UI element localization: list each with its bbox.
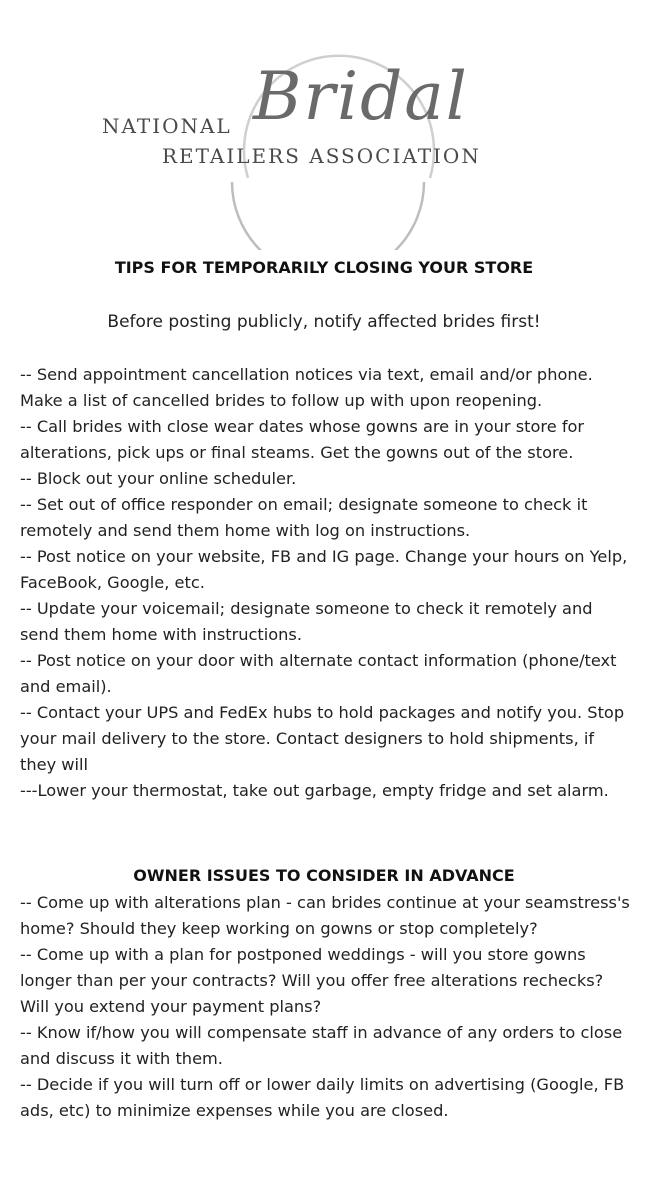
list-item: -- Send appointment cancellation notices via text, email and/or phone. Make a list of cancelled brides to follow up with upon reopening.: [20, 365, 593, 410]
list-item: -- Block out your online scheduler.: [20, 469, 297, 488]
logo-retailers-text: RETAILERS ASSOCIATION: [162, 144, 481, 168]
list-item: -- Come up with a plan for postponed weddings - will you store gowns longer than per your contracts? Will you offer free alterations rechecks? Will you extend your payment plans?: [20, 945, 604, 1016]
logo-bridal-script: Bridal: [253, 58, 469, 135]
list-item: -- Post notice on your door with alternate contact information (phone/text and email).: [20, 651, 617, 696]
owner-issues-list: [20, 890, 632, 1124]
section-title-owner-issues: OWNER ISSUES TO CONSIDER IN ADVANCE: [133, 866, 515, 885]
list-item: -- Come up with alterations plan - can brides continue at your seamstress's home? Should they keep working on gowns or stop completely?: [20, 893, 630, 938]
list-item: -- Decide if you will turn off or lower daily limits on advertising (Google, FB ads, etc) to minimize expenses while you are closed.: [20, 1075, 625, 1120]
association-logo: [0, 0, 648, 250]
list-item: -- Know if/how you will compensate staff in advance of any orders to close and discuss it with them.: [20, 1023, 623, 1068]
list-item: -- Contact your UPS and FedEx hubs to hold packages and notify you. Stop your mail delivery to the store. Contact designers to hold shipments, if they will: [20, 703, 625, 774]
list-item: -- Call brides with close wear dates whose gowns are in your store for alterations, pick ups or final steams. Get the gowns out of the store.: [20, 417, 585, 462]
closing-tips-list: [20, 362, 632, 804]
section-title-closing-tips: TIPS FOR TEMPORARILY CLOSING YOUR STORE: [114, 258, 534, 277]
logo-national-text: NATIONAL: [102, 114, 232, 138]
list-item: -- Post notice on your website, FB and IG page. Change your hours on Yelp, FaceBook, Google, etc.: [20, 547, 628, 592]
list-item: ---Lower your thermostat, take out garbage, empty fridge and set alarm.: [20, 781, 609, 800]
list-item: -- Set out of office responder on email; designate someone to check it remotely and send them home with log on instructions.: [20, 495, 588, 540]
intro-text: Before posting publicly, notify affected brides first!: [107, 312, 541, 332]
list-item: -- Update your voicemail; designate someone to check it remotely and send them home with instructions.: [20, 599, 593, 644]
